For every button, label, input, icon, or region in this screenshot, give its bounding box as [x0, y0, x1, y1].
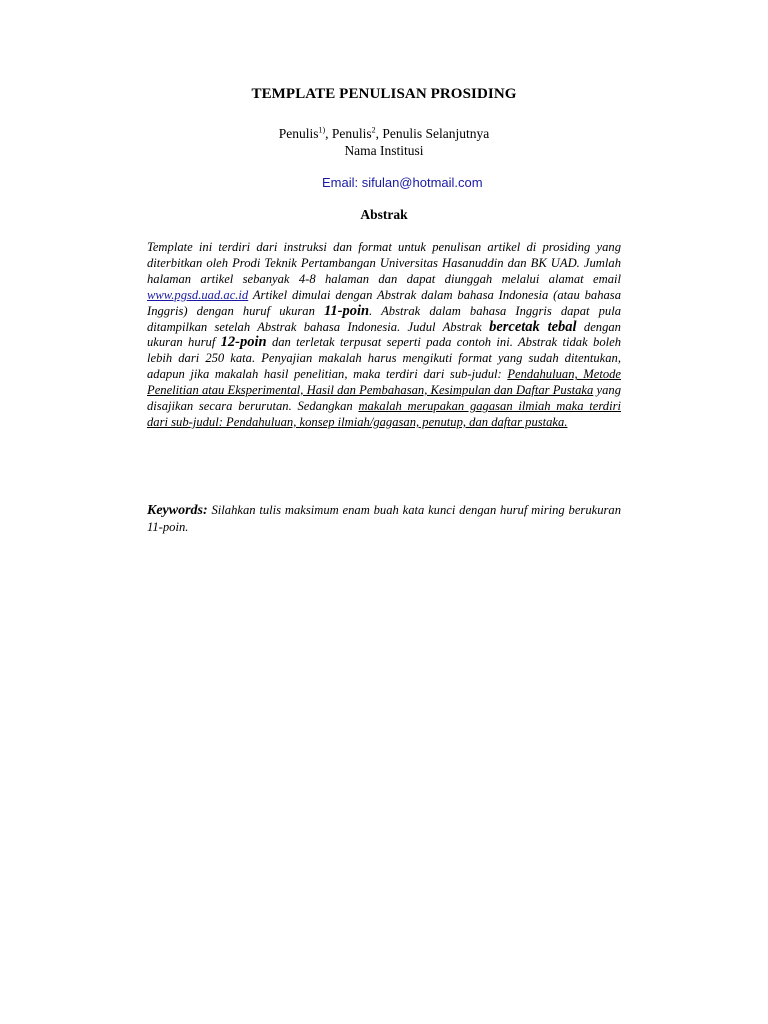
- paper-title: TEMPLATE PENULISAN PROSIDING: [251, 86, 517, 102]
- keywords-text: Silahkan tulis maksimum enam buah kata kunci dengan huruf miring berukuran 11-poin.: [147, 503, 621, 534]
- abstract-text: . Abstrak dalam bahasa Inggris dapat pula ditampilkan setelah Abstrak bahasa Indonesia. Judul Abstrak: [147, 303, 621, 334]
- abstract-body: [147, 240, 621, 431]
- idea-paper-subheadings-underlined: makalah merupakan gagasan ilmiah maka terdiri dari sub-judul: Pendahuluan, konsep ilmiah/gagasan, penutup, dan daftar pustaka.: [147, 399, 621, 429]
- abstract-text: dengan ukuran huruf: [147, 319, 621, 350]
- author-line: [0, 126, 768, 142]
- author-1: Penulis: [278, 126, 319, 141]
- abstract-heading: Abstrak: [360, 207, 408, 222]
- research-subheadings-underlined: Pendahuluan, Metode Penelitian atau Eksperimental, Hasil dan Pembahasan, Kesimpulan dan Daftar Pustaka: [147, 367, 622, 398]
- keywords-label: Keywords:: [147, 503, 208, 518]
- author-3: Penulis Selanjutnya: [382, 126, 490, 141]
- institution-name: Nama Institusi: [344, 143, 424, 158]
- website-link[interactable]: www.pgsd.uad.ac.id: [147, 287, 249, 302]
- font-size-12-emphasis: 12-poin: [220, 334, 267, 351]
- contact-email[interactable]: Email: sifulan@hotmail.com: [322, 175, 483, 190]
- author-separator: ,: [325, 126, 332, 141]
- abstract-text: yang disajikan secara berurutan. Sedangkan: [147, 383, 621, 414]
- author-2: Penulis: [331, 126, 372, 141]
- font-size-11-emphasis: 11-poin: [323, 302, 370, 319]
- bold-phrase-emphasis: bercetak tebal: [489, 318, 577, 335]
- author-separator: ,: [375, 126, 383, 141]
- author-2-affiliation-mark: 2: [371, 125, 376, 135]
- abstract-text: Template ini terdiri dari instruksi dan format untuk penulisan artikel di prosiding yang diterbitkan oleh Prodi Teknik Pertambangan Universitas Hasanuddin dan BK UAD. Jumlah halaman artikel sebanyak 4-8 halaman dan dapat diunggah melalui alamat email: [147, 240, 621, 286]
- keywords-paragraph: [147, 502, 621, 535]
- abstract-text: Artikel dimulai dengan Abstrak dalam bahasa Indonesia (atau bahasa Inggris) dengan huruf ukuran: [147, 287, 621, 318]
- abstract-text: dan terletak terpusat seperti pada contoh ini. Abstrak tidak boleh lebih dari 250 kata. Penyajian makalah harus mengikuti format yang sudah ditentukan, adapun jika makalah hasil penelitian, maka terdiri dari sub-judul:: [147, 335, 621, 382]
- author-1-affiliation-mark: 1): [318, 125, 326, 135]
